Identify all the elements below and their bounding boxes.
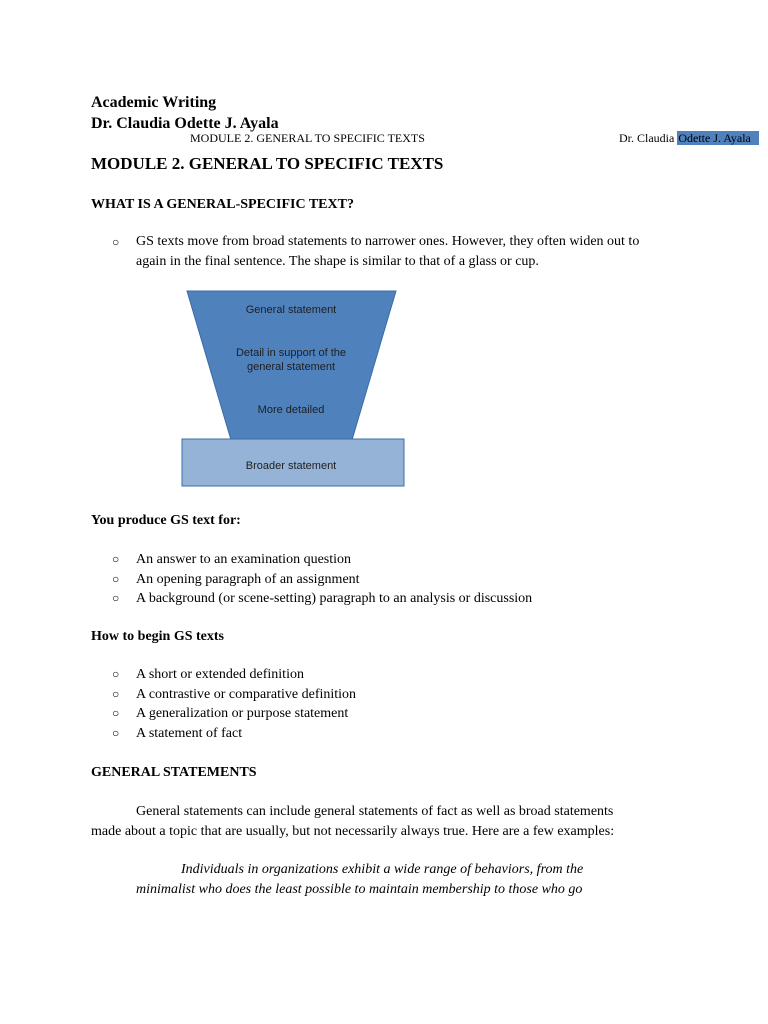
begin-heading: How to begin GS texts	[91, 629, 224, 644]
general-statements-heading: GENERAL STATEMENTS	[91, 765, 257, 780]
definition-paragraph	[136, 232, 696, 272]
author-name: Dr. Claudia Odette J. Ayala	[91, 115, 279, 132]
module-title: MODULE 2. GENERAL TO SPECIFIC TEXTS	[91, 154, 444, 173]
produce-list	[112, 550, 532, 609]
section-heading-what-is: WHAT IS A GENERAL-SPECIFIC TEXT?	[91, 197, 354, 212]
level-detail-line-2: general statement	[246, 361, 336, 373]
definition-line-1: GS texts move from broad statements to narrower ones. However, they often widen out to	[136, 234, 640, 249]
paragraph-line-2: made about a topic that are usually, but not necessarily always true. Here are a few examples:	[91, 824, 615, 839]
level-more-detailed: More detailed	[257, 404, 325, 416]
definition-line-2: again in the final sentence. The shape is similar to that of a glass or cup.	[136, 254, 539, 269]
list-item: ○ A short or extended definition	[112, 667, 304, 682]
running-author-highlight: Odette J. Ayala	[677, 131, 759, 145]
list-item: ○ An answer to an examination question	[112, 552, 352, 567]
running-header-author	[619, 131, 759, 146]
course-title: Academic Writing	[91, 94, 217, 111]
paragraph-line-1: General statements can include general statements of fact as well as broad statements	[136, 804, 614, 819]
level-detail-line-1: Detail in support of the	[235, 347, 347, 359]
running-author-plain: Dr. Claudia	[619, 131, 678, 145]
list-item: ○ A generalization or purpose statement	[112, 706, 349, 721]
gs-shape-diagram	[180, 290, 406, 490]
list-item: ○ An opening paragraph of an assignment	[112, 571, 360, 587]
bullet-glyph: ○	[112, 235, 120, 249]
running-header-title: MODULE 2. GENERAL TO SPECIFIC TEXTS	[190, 131, 425, 145]
quote-line-2: minimalist who does the least possible to maintain membership to those who go	[136, 882, 583, 897]
example-quote	[136, 860, 656, 900]
list-item: ○ A statement of fact	[112, 725, 243, 741]
begin-list	[112, 665, 356, 743]
general-statements-paragraph	[91, 802, 671, 842]
list-item: ○ A contrastive or comparative definition	[112, 686, 357, 702]
quote-line-1: Individuals in organizations exhibit a wide range of behaviors, from the	[181, 862, 584, 877]
base-broader-statement: Broader statement	[245, 460, 337, 472]
level-general-statement: General statement	[245, 304, 337, 316]
produce-heading: You produce GS text for:	[91, 513, 241, 528]
list-item: ○ A background (or scene-setting) paragraph to an analysis or discussion	[112, 591, 533, 606]
